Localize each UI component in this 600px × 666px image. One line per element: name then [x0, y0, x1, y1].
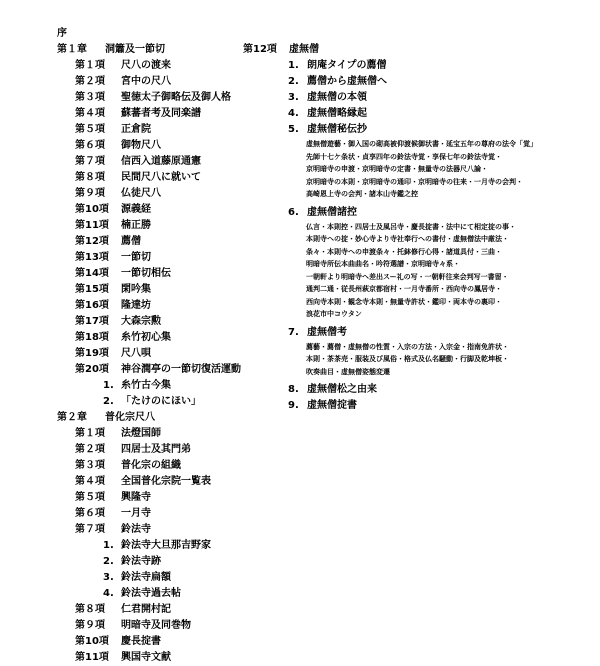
entry-title: 虚無僧秘伝抄 — [307, 124, 367, 135]
entry-number: 第４項 — [75, 476, 105, 487]
entry-title: 興隆寺 — [121, 492, 151, 503]
entry-title: 源義経 — [121, 204, 151, 215]
description-line: 西向寺本則・観念寺本則・無量寺許状・鑑印・両本寺の裏印・ — [306, 297, 502, 306]
entry-number: 第20項 — [75, 364, 109, 375]
entry-number: 第７項 — [75, 524, 105, 535]
entry-title: 仏徒尺八 — [121, 188, 161, 199]
description-line: 浪花市中コウタン — [306, 310, 362, 318]
entry-number: 第３項 — [75, 460, 105, 471]
entry-title: 四居士及其門弟 — [121, 444, 191, 455]
entry-title: 鈴法寺 — [121, 524, 151, 535]
description-line: 一朝軒より明暗寺へ差出スー礼の写・一朝軒往来会判写一書留・ — [306, 272, 509, 281]
toc-entry — [243, 398, 583, 414]
entry-title: 閑吟集 — [121, 284, 151, 295]
entry-number: 第13項 — [75, 252, 109, 263]
entry-number: 第５項 — [75, 124, 105, 135]
description-line: 京明暗寺の本則・京明暗寺の通印・京明暗寺の往来・一月寺の会判・ — [306, 177, 523, 186]
description-line: 京明暗寺の申渡・京明暗寺の定書・無量寺の法器尺八論・ — [306, 165, 488, 173]
entry-number: 1. — [103, 380, 114, 391]
entry-title: 薦僧から虚無僧へ — [307, 76, 387, 87]
entry-number: 第２項 — [75, 76, 105, 87]
toc-entry — [57, 506, 287, 522]
entry-number: 第16項 — [75, 300, 109, 311]
entry-description — [243, 138, 583, 201]
entry-title: 法燈国師 — [121, 428, 161, 439]
entry-number: 8. — [288, 384, 299, 395]
entry-number: 第２項 — [75, 444, 105, 455]
entry-title: 虚無僧の本領 — [307, 92, 367, 103]
toc-entry — [243, 122, 583, 138]
entry-number: 第17項 — [75, 316, 109, 327]
description-line: 虚無僧遊藝・御入国の砌高被仰渡候御状書・延宝五年の尊府の法令「覚」 — [306, 140, 537, 148]
toc-entry — [57, 474, 287, 490]
chapter-2-items-continued — [57, 602, 287, 666]
toc-entry — [243, 106, 583, 122]
entry-title: 信西入道藤原通憲 — [121, 156, 201, 167]
entry-title: 虚無僧考 — [307, 326, 347, 338]
toc-right-column — [243, 42, 583, 414]
entry-title: 民間尺八に就いて — [121, 172, 201, 183]
entry-title: 蘇蕃者考及同楽譜 — [121, 108, 201, 119]
description-line: 本則寺への掟・妙心寺より寺社奉行への書付・虚無僧法中厳法・ — [306, 235, 509, 243]
entry-number: 第９項 — [75, 188, 105, 199]
toc-entry — [57, 570, 287, 586]
entry-title: 大森宗勲 — [121, 316, 161, 327]
entry-number: 5. — [288, 124, 299, 135]
description-line: 仏言・本則控・四居士及風呂寺・慶長掟書・法中にて相定掟の事・ — [306, 222, 516, 231]
description-line: 通判二通・従長州萩京都宿村・一月寺番所・西向寺の鳳居寺・ — [306, 285, 502, 293]
entry-title: 明暗寺及同巻物 — [121, 620, 191, 631]
description-line: 薦藝・薦僧・虚無僧の性質・入宗の方法・入宗金・指南免許状・ — [306, 342, 509, 351]
entry-number: 第19項 — [75, 348, 109, 359]
entry-title: 糸竹初心集 — [121, 332, 171, 343]
entry-number: 第８項 — [75, 172, 105, 183]
entry-number: 第18項 — [75, 332, 109, 343]
chapter-title: 洞簫及一節切 — [105, 44, 165, 55]
entry-title: 慶長掟書 — [121, 636, 161, 647]
entry-number: 第６項 — [75, 140, 105, 151]
entry-title: 尺八の渡来 — [121, 60, 171, 71]
chapter-2-items — [57, 426, 287, 538]
description-line: 明暗寺所伝本曲曲名・吟符選譜・京明暗寺々系・ — [306, 260, 460, 268]
entry-title: 神谷潤亭の一節切復活運動 — [121, 364, 241, 375]
entry-title: 「たけのにほい」 — [121, 396, 201, 407]
toc-entry — [243, 382, 583, 398]
toc-entry — [243, 325, 583, 341]
entry-title: 虚無僧略縁起 — [307, 108, 367, 119]
entry-title: 朗庵タイプの薦僧 — [307, 60, 387, 71]
entry-number: 第１項 — [75, 60, 105, 71]
entry-number: 4. — [288, 108, 299, 119]
entry-title: 糸竹古今集 — [121, 380, 171, 391]
section-heading — [243, 42, 583, 58]
toc-entry — [57, 522, 287, 538]
toc-entry — [243, 205, 583, 221]
description-line: 先師十七ケ条状・貞享四年の鈴法寺覚・享保七年の鈴法寺覚・ — [306, 152, 502, 161]
description-line: 吹奏曲目・虚無僧姿態変遷 — [306, 367, 390, 376]
toc-entry — [57, 650, 287, 666]
entry-number: 第11項 — [75, 220, 109, 231]
toc-entry — [57, 618, 287, 634]
toc-entry — [57, 490, 287, 506]
entry-number: 9. — [288, 400, 299, 411]
toc-entry — [243, 90, 583, 106]
entry-number: 第６項 — [75, 508, 105, 519]
entry-number: 第９項 — [75, 620, 105, 631]
entry-number: 第４項 — [75, 108, 105, 119]
entry-title: 一節切相伝 — [121, 268, 171, 279]
toc-entry — [57, 602, 287, 618]
entry-title: 聖徳太子御略伝及御人格 — [121, 92, 231, 103]
entry-number: 6. — [288, 206, 299, 218]
entry-title: 楠正勝 — [121, 220, 151, 231]
entry-title: 普化宗の組織 — [121, 460, 181, 471]
entry-number: 7. — [288, 326, 299, 338]
toc-entry — [57, 426, 287, 442]
entry-number: 第15項 — [75, 284, 109, 295]
toc-entry — [243, 74, 583, 90]
toc-entry — [243, 58, 583, 74]
entry-title: 虚無僧掟書 — [307, 400, 357, 411]
entry-number: 4. — [103, 588, 114, 599]
chapter-2-subitems — [57, 538, 287, 602]
entry-number: 第10項 — [75, 204, 109, 215]
entry-number: 第10項 — [75, 636, 109, 647]
entry-title: 隆達坊 — [121, 300, 151, 311]
entry-title: 御物尺八 — [121, 140, 161, 151]
entry-number: 第12項 — [75, 236, 109, 247]
entry-title: 尺八唄 — [121, 348, 151, 359]
toc-entry — [57, 458, 287, 474]
toc-entry — [57, 538, 287, 554]
entry-number: 1. — [288, 60, 299, 71]
entry-number: 2. — [103, 556, 114, 567]
entry-title: 仁君開村記 — [121, 604, 171, 615]
toc-entry — [57, 634, 287, 650]
chapter-number: 第２章 — [57, 412, 87, 423]
entry-description — [243, 341, 583, 379]
entry-number: 第７項 — [75, 156, 105, 167]
entry-title: 宮中の尺八 — [121, 76, 171, 87]
entry-title: 鈴法寺跡 — [121, 556, 161, 567]
entry-number: 第１項 — [75, 428, 105, 439]
entry-title: 虚無僧諸控 — [307, 206, 357, 218]
chapter-number: 第１章 — [57, 44, 87, 55]
entry-title: 一月寺 — [121, 508, 151, 519]
toc-entry — [57, 442, 287, 458]
entry-number: 第５項 — [75, 492, 105, 503]
entry-number: 第14項 — [75, 268, 109, 279]
entry-title: 鈴法寺過去帖 — [121, 588, 181, 599]
entry-number: 3. — [288, 92, 299, 103]
entry-number: 3. — [103, 572, 114, 583]
description-line: 本則・茶茶売・服装及び風俗・格式及仏名騒動・行脚及乾坤板・ — [306, 355, 509, 363]
entry-number: 第３項 — [75, 92, 105, 103]
entry-title: 鈴法寺大旦那吉野家 — [121, 540, 211, 551]
entry-number: 1. — [103, 540, 114, 551]
description-line: 高崎恩上寺の会判・諸本山寺鑑之控 — [306, 190, 418, 198]
section-items — [243, 58, 583, 414]
entry-number: 第８項 — [75, 604, 105, 615]
entry-title: 正倉院 — [121, 124, 151, 135]
entry-number: 2. — [103, 396, 114, 407]
entry-title: 興国寺文献 — [121, 652, 171, 663]
entry-number: 2. — [288, 76, 299, 87]
entry-description — [243, 221, 583, 321]
toc-entry — [57, 554, 287, 570]
description-line: 条々・本則寺への申渡条々・托鉢修行心得・諸道具付・三曲・ — [306, 247, 502, 256]
entry-title: 虚無僧松之由来 — [307, 384, 377, 395]
section-title: 虚無僧 — [289, 44, 319, 55]
entry-title: 全国普化宗院一覧表 — [121, 476, 211, 487]
entry-title: 鈴法寺扁額 — [121, 572, 171, 583]
section-number: 第12項 — [243, 44, 277, 55]
entry-title: 薦僧 — [121, 236, 141, 247]
preface-heading: 序 — [57, 28, 67, 39]
chapter-title: 普化宗尺八 — [105, 412, 155, 423]
entry-number: 第11項 — [75, 652, 109, 663]
entry-title: 一節切 — [121, 252, 151, 263]
